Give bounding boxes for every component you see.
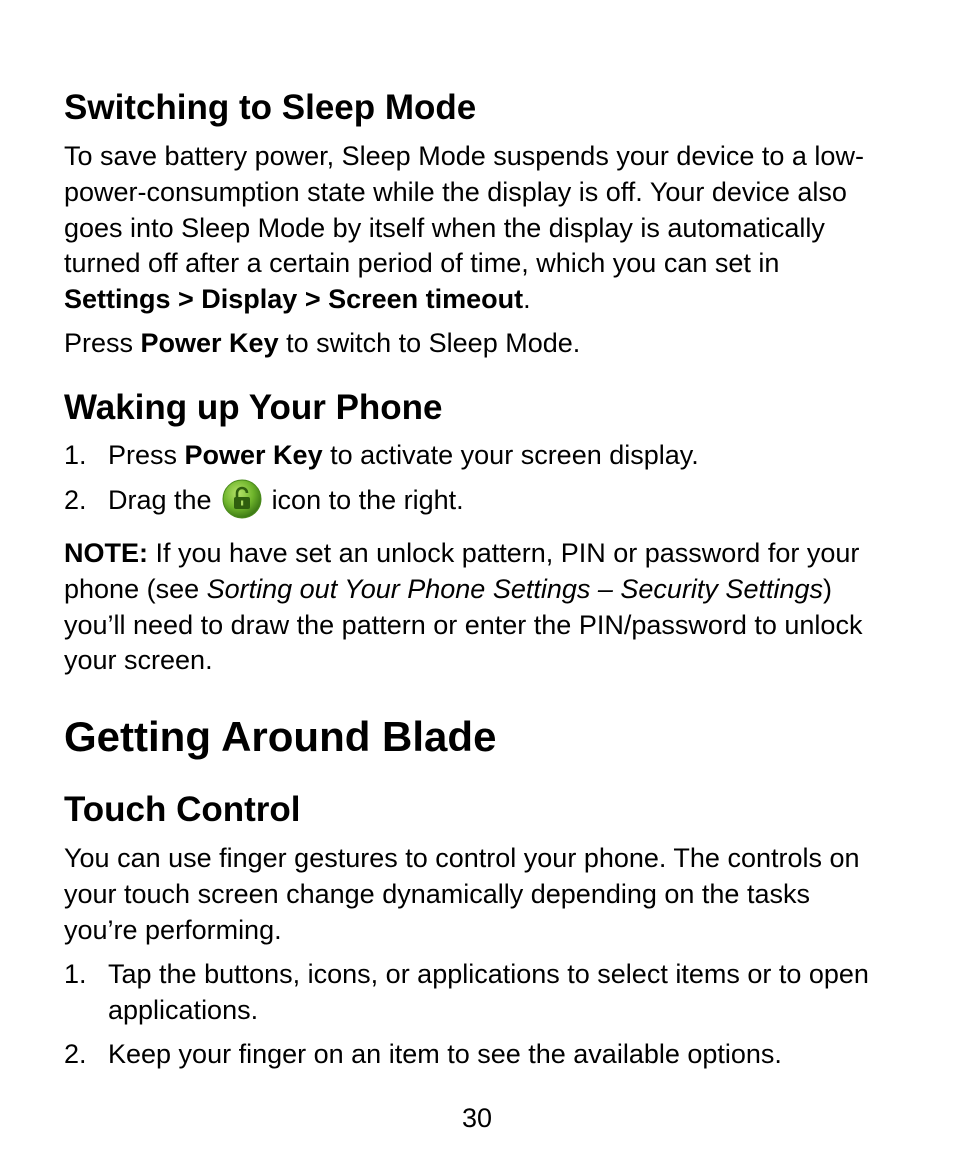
step-text: Press bbox=[108, 440, 185, 470]
list-number: 1. bbox=[64, 440, 87, 470]
list-text bbox=[108, 438, 884, 474]
list-text: Tap the buttons, icons, or applications to select items or to open applications. bbox=[108, 959, 869, 1025]
list-text: Keep your finger on an item to see the available options. bbox=[108, 1039, 782, 1069]
page-number: 30 bbox=[461, 1103, 493, 1133]
unlock-icon bbox=[222, 479, 262, 519]
settings-path: Settings > Display > Screen timeout bbox=[64, 284, 524, 315]
heading-touch-control: Touch Control bbox=[64, 790, 301, 829]
heading-waking-up: Waking up Your Phone bbox=[64, 388, 443, 427]
touch-intro-paragraph: You can use finger gestures to control your phone. The controls on your touch screen change dynamically depending on the tasks you’re performing. bbox=[64, 843, 860, 945]
chapter-title: Getting Around Blade bbox=[64, 713, 497, 760]
sleep-text: To save battery power, Sleep Mode suspends your device to a low-power-consumption state while the display is off. Your device also goes into Sleep Mode by itself when the display is automatically turned off after a certain period of time, which you can set in bbox=[64, 141, 864, 279]
note-text-end: ) you’ll need to draw the pattern or enter the PIN/password to unlock your screen. bbox=[64, 573, 863, 676]
note-paragraph bbox=[64, 536, 884, 679]
note-text: If you have set an unlock pattern, PIN or password for your phone (see bbox=[64, 538, 860, 604]
heading-sleep-mode: Switching to Sleep Mode bbox=[64, 88, 477, 127]
sleep-mode-paragraph bbox=[64, 139, 884, 318]
list-number: 2. bbox=[64, 485, 87, 515]
note-reference: Sorting out Your Phone Settings – Security Settings bbox=[206, 573, 823, 604]
note-label: NOTE: bbox=[64, 538, 148, 568]
press-power-paragraph bbox=[64, 326, 884, 362]
step-text-end: to activate your screen display. bbox=[322, 440, 699, 470]
power-key-label: Power Key bbox=[140, 328, 279, 358]
press-text-end: to switch to Sleep Mode. bbox=[278, 328, 581, 358]
sleep-text-end: . bbox=[523, 284, 531, 315]
press-text: Press bbox=[64, 328, 141, 358]
power-key-label: Power Key bbox=[184, 440, 323, 470]
list-text bbox=[108, 483, 884, 519]
step-text: Drag the bbox=[108, 485, 212, 515]
list-number: 1. bbox=[64, 959, 87, 989]
list-number: 2. bbox=[64, 1039, 87, 1069]
step-text-end: icon to the right. bbox=[271, 485, 464, 515]
